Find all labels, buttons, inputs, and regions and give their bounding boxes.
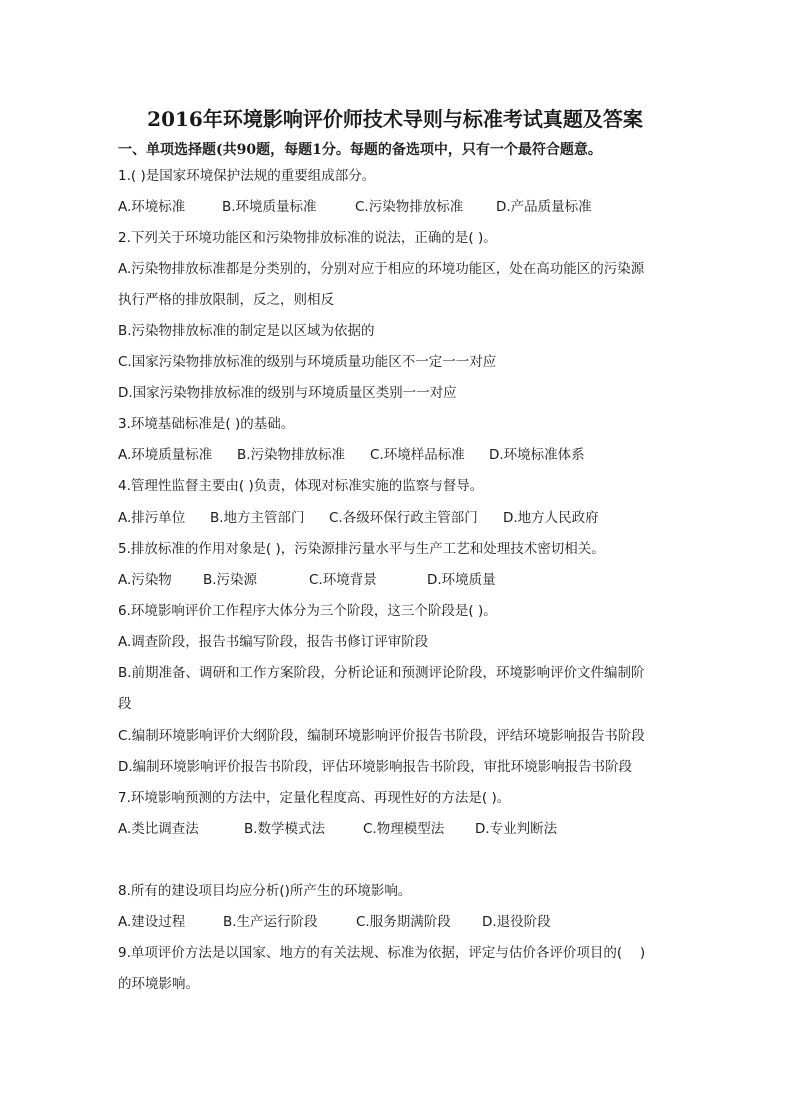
question-9-stem-line-2: 的环境影响。: [118, 976, 199, 992]
q5-option-a: A.污染物: [118, 572, 172, 588]
q4-option-c: C.各级环保行政主管部门: [329, 510, 478, 526]
q7-option-b: B.数学模式法: [244, 821, 326, 837]
q3-option-a: A.环境质量标准: [118, 447, 213, 463]
question-3-stem: 3.环境基础标准是( )的基础。: [118, 416, 295, 432]
q6-option-a: A.调查阶段，报告书编写阶段，报告书修订评审阶段: [118, 634, 429, 650]
question-9-stem-line-1: 9.单项评价方法是以国家、地方的有关法规、标准为依据，评定与估价各评价项目的( ): [118, 945, 646, 961]
question-2-stem: 2.下列关于环境功能区和污染物排放标准的说法，正确的是( )。: [118, 230, 497, 246]
q8-option-a: A.建设过程: [118, 914, 186, 930]
section-heading: 一、单项选择题(共90题，每题1分。每题的备选项中，只有一个最符合题意。: [118, 142, 602, 158]
q3-option-d: D.环境标准体系: [489, 447, 585, 463]
q1-option-a: A.环境标准: [118, 199, 186, 215]
q6-option-b-line-1: B.前期准备、调研和工作方案阶段，分析论证和预测评论阶段，环境影响评价文件编制阶: [118, 665, 645, 681]
question-8-stem: 8.所有的建设项目均应分析()所产生的环境影响。: [118, 883, 412, 899]
q6-option-d: D.编制环境影响评价报告书阶段，评估环境影响报告书阶段，审批环境影响报告书阶段: [118, 759, 633, 775]
question-4-stem: 4.管理性监督主要由( )负责，体现对标准实施的监察与督导。: [118, 478, 484, 494]
q3-option-c: C.环境样品标准: [370, 447, 465, 463]
q4-option-b: B.地方主管部门: [210, 510, 305, 526]
q6-option-b-line-2: 段: [118, 696, 132, 712]
q8-option-b: B.生产运行阶段: [223, 914, 318, 930]
q1-option-d: D.产品质量标准: [496, 199, 592, 215]
question-5-stem: 5.排放标准的作用对象是( )，污染源排污量水平与生产工艺和处理技术密切相关。: [118, 541, 605, 557]
q1-option-c: C.污染物排放标准: [355, 199, 464, 215]
q5-option-b: B.污染源: [203, 572, 258, 588]
q1-option-b: B.环境质量标准: [222, 199, 317, 215]
q7-option-d: D.专业判断法: [475, 821, 558, 837]
question-1-stem: 1.( )是国家环境保护法规的重要组成部分。: [118, 168, 376, 184]
document-title: 2016年环境影响评价师技术导则与标准考试真题及答案: [147, 107, 643, 131]
question-7-stem: 7.环境影响预测的方法中，定量化程度高、再现性好的方法是( )。: [118, 790, 511, 806]
q2-option-d: D.国家污染物排放标准的级别与环境质量区类别一一对应: [118, 385, 457, 401]
q2-option-a-line-2: 执行严格的排放限制，反之，则相反: [118, 292, 334, 308]
q7-option-a: A.类比调查法: [118, 821, 199, 837]
q6-option-c: C.编制环境影响评价大纲阶段，编制环境影响评价报告书阶段，评结环境影响报告书阶段: [118, 728, 645, 744]
q8-option-d: D.退役阶段: [482, 914, 551, 930]
q3-option-b: B.污染物排放标准: [237, 447, 346, 463]
q2-option-b: B.污染物排放标准的制定是以区域为依据的: [118, 323, 375, 339]
q2-option-a-line-1: A.污染物排放标准都是分类别的，分别对应于相应的环境功能区，处在高功能区的污染源: [118, 261, 645, 277]
q4-option-a: A.排污单位: [118, 510, 186, 526]
q8-option-c: C.服务期满阶段: [356, 914, 451, 930]
q5-option-d: D.环境质量: [427, 572, 496, 588]
question-6-stem: 6.环境影响评价工作程序大体分为三个阶段，这三个阶段是( )。: [118, 603, 497, 619]
q2-option-c: C.国家污染物排放标准的级别与环境质量功能区不一定一一对应: [118, 354, 497, 370]
q5-option-c: C.环境背景: [309, 572, 377, 588]
q7-option-c: C.物理模型法: [363, 821, 445, 837]
q4-option-d: D.地方人民政府: [503, 510, 599, 526]
